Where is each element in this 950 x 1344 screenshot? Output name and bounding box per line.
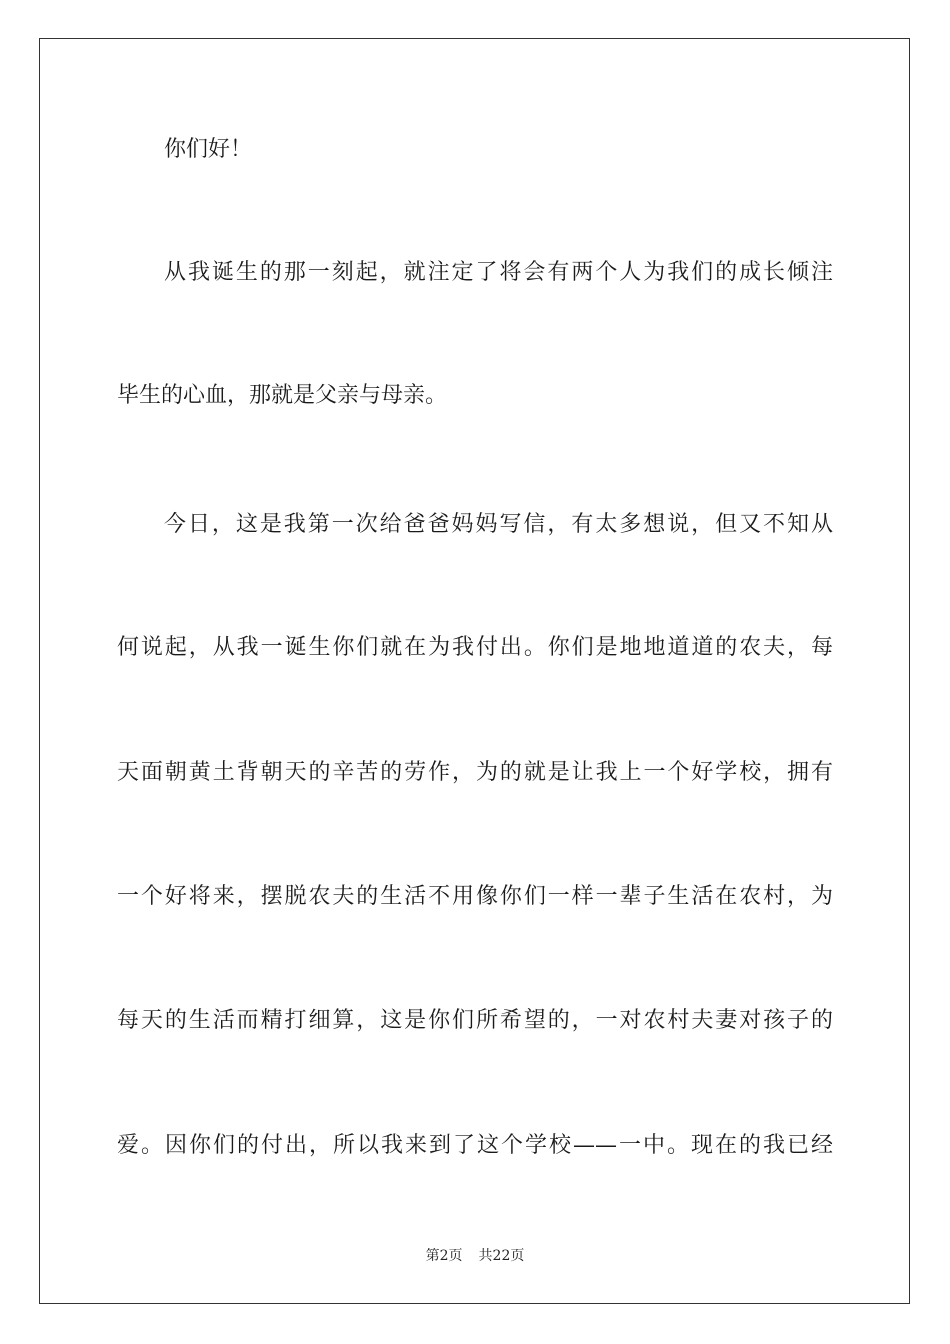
paragraph-2-line-1: 今日，这是我第一次给爸爸妈妈写信，有太多想说，但又不知从 xyxy=(164,512,833,537)
page-number-current: 第2页 xyxy=(425,1248,463,1264)
paragraph-2-line-4: 一个好将来，摆脱农夫的生活不用像你们一样一辈子生活在农村，为 xyxy=(117,884,833,909)
paragraph-2-line-2: 何说起，从我一诞生你们就在为我付出。你们是地地道道的农夫，每 xyxy=(117,635,833,660)
paragraph-1-line-1: 从我诞生的那一刻起，就注定了将会有两个人为我们的成长倾注 xyxy=(164,260,833,285)
page-footer xyxy=(0,1247,950,1265)
greeting-line: 你们好！ xyxy=(164,137,253,162)
paragraph-2-line-3: 天面朝黄土背朝天的辛苦的劳作，为的就是让我上一个好学校，拥有 xyxy=(117,760,833,785)
paragraph-2-line-5: 每天的生活而精打细算，这是你们所希望的，一对农村夫妻对孩子的 xyxy=(117,1008,833,1033)
paragraph-1-line-2: 毕生的心血，那就是父亲与母亲。 xyxy=(117,383,448,408)
paragraph-2-line-6: 爱。因你们的付出，所以我来到了这个学校——一中。现在的我已经 xyxy=(117,1133,833,1158)
page-border xyxy=(39,38,910,1304)
page-number-total: 共22页 xyxy=(478,1248,525,1264)
